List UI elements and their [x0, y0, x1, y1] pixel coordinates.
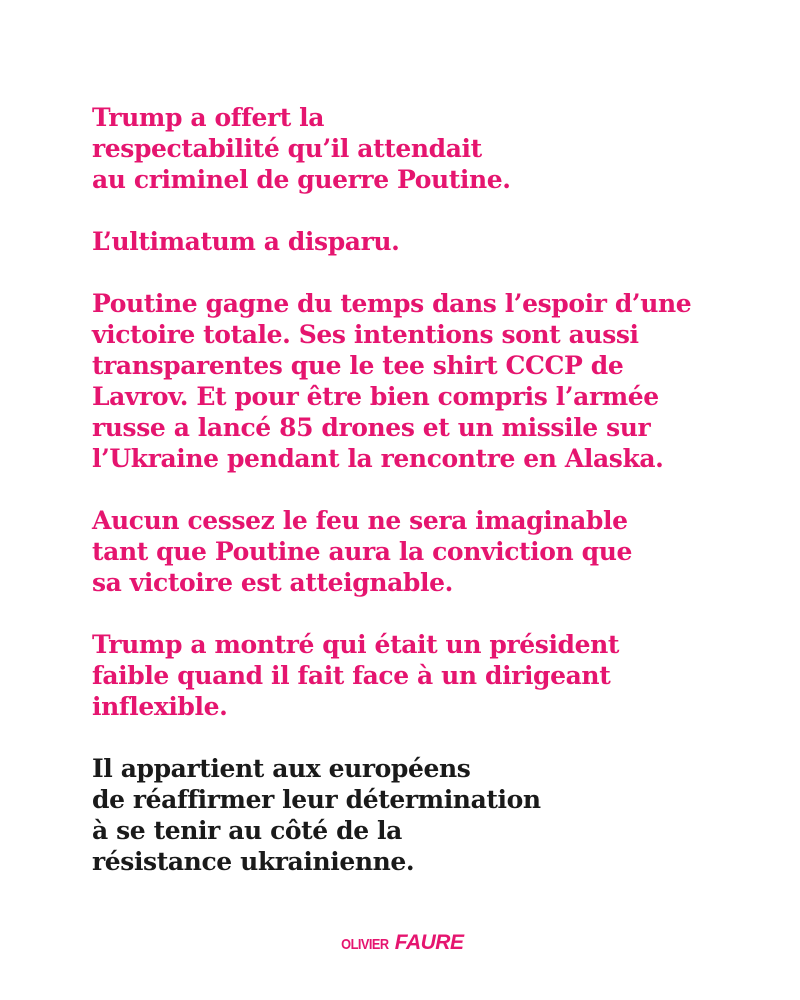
author-last-name: FAURE: [394, 931, 464, 954]
paragraph-3: Poutine gagne du temps dans l’espoir d’une victoire totale. Ses intentions sont aussi transparentes que le tee shirt CCCP de Lavrov. Et pour être bien compris l’armée russe a lancé 85 drones et un missile sur l’Ukraine pendant la rencontre en Alaska.: [92, 289, 692, 473]
paragraph-6: Il appartient aux européens de réaffirmer leur détermination à se tenir au côté de la résistance ukrainienne.: [92, 754, 541, 876]
paragraph-2: L’ultimatum a disparu.: [92, 227, 400, 256]
paragraph-1: Trump a offert la respectabilité qu’il attendait au criminel de guerre Poutine.: [92, 103, 511, 194]
author-signature: [0, 928, 800, 960]
author-first-name: OLIVIER: [340, 936, 389, 953]
paragraph-4: Aucun cessez le feu ne sera imaginable tant que Poutine aura la conviction que sa victoire est atteignable.: [92, 506, 632, 597]
statement-text: [92, 102, 732, 908]
paragraph-5: Trump a montré qui était un président faible quand il fait face à un dirigeant inflexible.: [92, 630, 620, 721]
